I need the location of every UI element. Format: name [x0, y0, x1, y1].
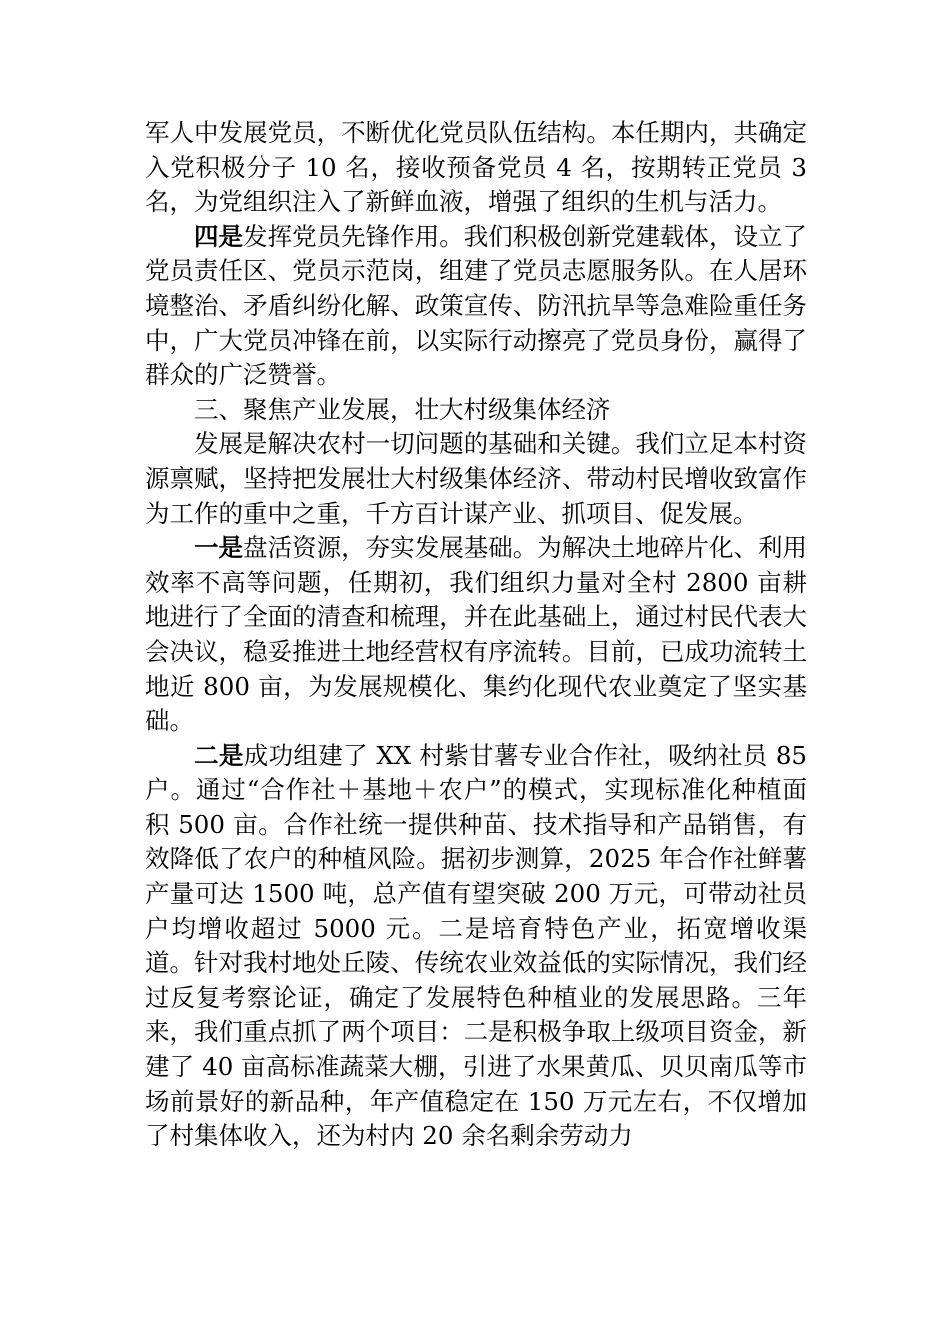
paragraph-vanguard-role [145, 220, 807, 393]
paragraph-party-members [145, 116, 807, 220]
paragraph-lead: 四是 [194, 221, 244, 251]
paragraph-text: 成功组建了 XX 村紫甘薯专业合作社，吸纳社员 85 户。通过“合作社＋基地＋农户”的模式，实现标准化种植面积 500 亩。合作社统一提供种苗、技术指导和产品销售，有效降低了农户的种植风险。据初步测算，2025 年合作社鲜薯产量可达 1500 吨，总产值有望突破 200 万元，可带动社员户均增收超过 5000 元。二是培育特色产业，拓宽增收渠道。针对我村地处丘陵、传统农业效益低的实际情况，我们经过反复考察论证，确定了发展特色种植业的发展思路。三年来，我们重点抓了两个项目：二是积极争取上级项目资金，新建了 40 亩高标准蔬菜大棚，引进了水果黄瓜、贝贝南瓜等市场前景好的新品种，年产值稳定在 150 万元左右，不仅增加了村集体收入，还为村内 20 余名剩余劳动力 [145, 740, 808, 1151]
paragraph-text: 发挥党员先锋作用。我们积极创新党建载体，设立了党员责任区、党员示范岗，组建了党员志愿服务队。在人居环境整治、矛盾纠纷化解、政策宣传、防汛抗旱等急难险重任务中，广大党员冲锋在前，以实际行动擦亮了党员身份，赢得了群众的广泛赞誉。 [145, 221, 808, 390]
paragraph-lead: 二是 [194, 740, 244, 770]
paragraph-text: 盘活资源，夯实发展基础。为解决土地碎片化、利用效率不高等问题，任期初，我们组织力量对全村 2800 亩耕地进行了全面的清查和梳理，并在此基础上，通过村民代表大会决议，稳妥推进土地经营权有序流转。目前，已成功流转土地近 800 亩，为发展规模化、集约化现代农业奠定了坚实基础。 [145, 533, 808, 736]
paragraph-text: 发展是解决农村一切问题的基础和关键。我们立足本村资源禀赋，坚持把发展壮大村级集体经济、带动村民增收致富作为工作的重中之重，千方百计谋产业、抓项目、促发展。 [145, 429, 807, 528]
paragraph-lead: 一是 [194, 533, 244, 563]
document-body [145, 116, 807, 1154]
paragraph-cooperative [145, 739, 807, 1154]
section-heading-text: 三、聚焦产业发展，壮大村级集体经济 [194, 394, 611, 424]
section-heading [145, 393, 807, 428]
paragraph-development-intro [145, 427, 807, 531]
paragraph-text: 军人中发展党员，不断优化党员队伍结构。本任期内，共确定入党积极分子 10 名，接收预备党员 4 名，按期转正党员 3 名，为党组织注入了新鲜血液，增强了组织的生机与活力。 [145, 118, 807, 217]
paragraph-revitalize-resources [145, 531, 807, 739]
